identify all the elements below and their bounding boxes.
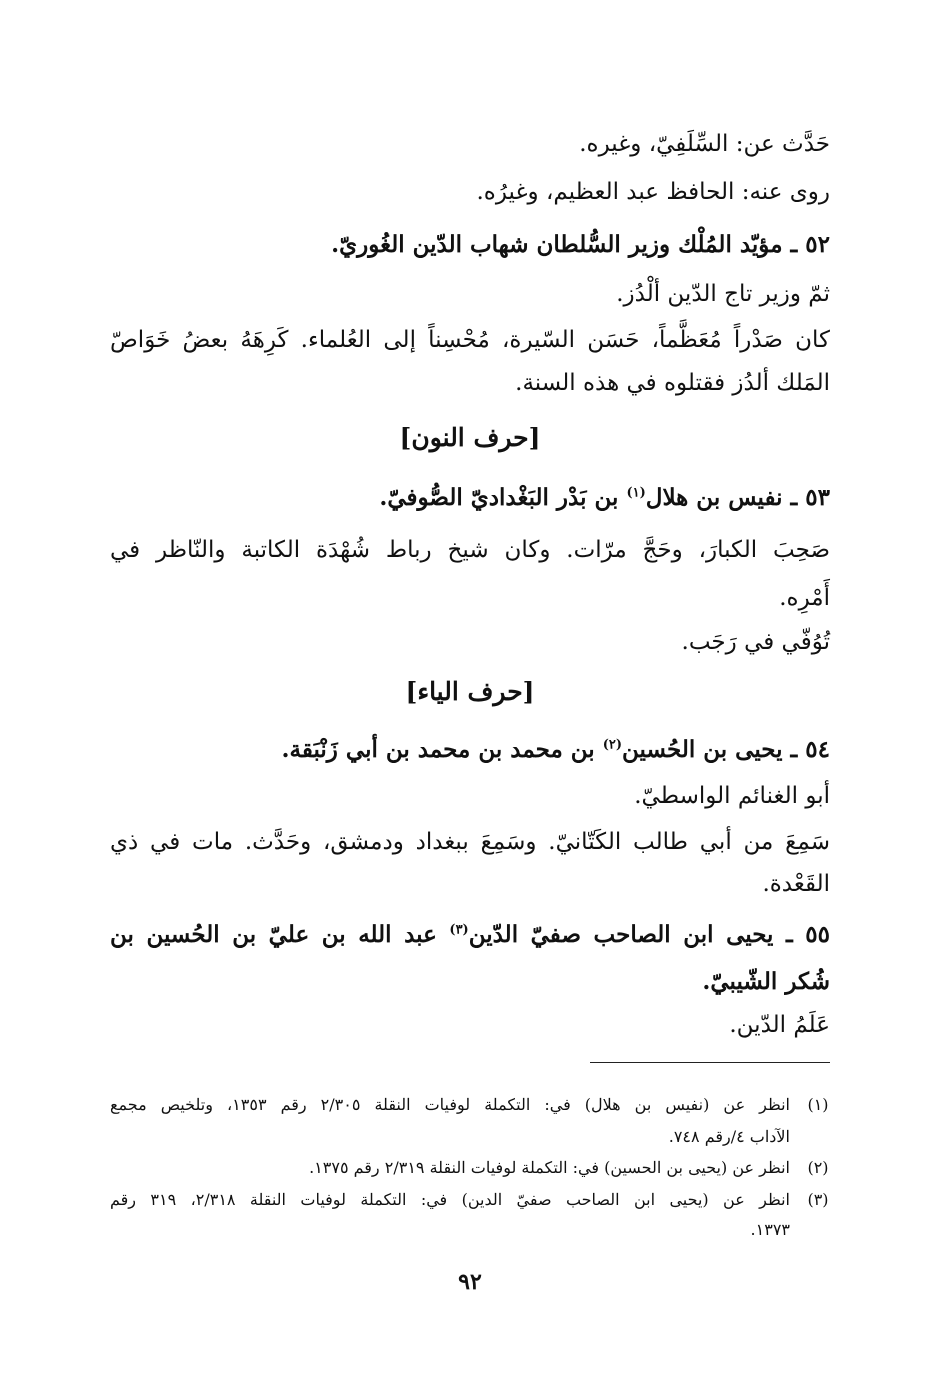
- footnote-3-line-2: ١٣٧٣.: [750, 1220, 790, 1239]
- text-line-6: المَلك ألدُز فقتلوه في هذه السنة.: [515, 370, 830, 396]
- entry-53-lineage: بن بَدْر البَغْداديّ الصُّوفيّ.: [379, 484, 619, 511]
- section-heading-nun: [حرف النون]: [399, 423, 541, 452]
- footnote-ref-3: (٣): [449, 922, 469, 938]
- text-line-5: كان صَدْراً مُعَظَّماً، حَسَن السّيرة، مُحْسِناً إلى العُلماء. كَرِهَهُ بعضُ خَوَاصّ: [110, 327, 830, 353]
- entry-55-lineage: عبد الله بن عليّ بن الحُسين بن: [110, 921, 437, 948]
- page-number: ٩٢: [458, 1269, 482, 1295]
- entry-53-heading: [379, 478, 830, 518]
- text-line-12: تُوُفّي في رَجَب.: [681, 629, 830, 655]
- footnote-3-number: (٣): [807, 1190, 829, 1209]
- entry-52-heading: ٥٢ ـ مؤيّد المُلْك وزير السُّلطان شهاب الدّين الغُوريّ.: [331, 231, 830, 258]
- text-line-20: شُكر الشّيبيّ.: [702, 968, 830, 995]
- text-line-21: عَلَمُ الدّين.: [729, 1012, 830, 1038]
- entry-55-name: ٥٥ ـ يحيى ابن الصاحب صفيّ الدّين: [468, 921, 830, 948]
- text-line-4: ثمّ وزير تاج الدّين ألْدُز.: [616, 281, 830, 307]
- entry-54-name: ٥٤ ـ يحيى بن الحُسين: [622, 736, 830, 763]
- text-line-17: سَمِعَ من أبي طالب الكَتّانيّ. وسَمِعَ ببغداد ودمشق، وحَدَّث. مات في ذي: [110, 829, 830, 855]
- section-heading-ya: [حرف الياء]: [405, 677, 535, 706]
- footnote-2-number: (٢): [807, 1158, 829, 1177]
- footnote-ref-2: (٢): [602, 737, 623, 753]
- footnote-separator: [590, 1062, 830, 1063]
- text-line-2: روى عنه: الحافظ عبد العظيم، وغيرُه.: [476, 179, 830, 205]
- text-line-16: أبو الغنائم الواسطيّ.: [634, 783, 830, 809]
- footnote-1-line-1: انظر عن (نفيس بن هلال) في: التكملة لوفيات النقلة ٢/٣٠٥ رقم ١٣٥٣، وتلخيص مجمع: [110, 1095, 791, 1114]
- footnote-1-line-2: الآداب ٤/رقم ٧٤٨.: [668, 1127, 790, 1146]
- text-line-11: أَمْرِه.: [779, 585, 830, 611]
- entry-53-name: ٥٣ ـ نفيس بن هلال: [645, 484, 830, 511]
- text-line-1: حَدَّث عن: السِّلَفِيّ، وغيره.: [579, 131, 830, 157]
- text-line-18: القَعْدة.: [762, 871, 830, 897]
- footnote-ref-1: (١): [626, 485, 646, 501]
- footnote-3-line-1: انظر عن (يحيى ابن الصاحب صفيّ الدين) في: التكملة لوفيات النقلة ٢/٣١٨، ٣١٩ رقم: [110, 1190, 790, 1209]
- entry-54-lineage: بن محمد بن محمد بن أبي زَنْبَقة.: [281, 736, 595, 763]
- footnote-2-line-1: انظر عن (يحيى بن الحسين) في: التكملة لوفيات النقلة ٢/٣١٩ رقم ١٣٧٥.: [309, 1158, 790, 1177]
- text-line-10: صَحِبَ الكبارَ، وحَجَّ مرّات. وكان شيخ رباط شُهْدَة الكاتبة والنّاظر في: [110, 537, 830, 563]
- footnote-1-number: (١): [807, 1095, 829, 1114]
- entry-55-heading: [110, 915, 830, 955]
- entry-54-heading: [281, 730, 830, 770]
